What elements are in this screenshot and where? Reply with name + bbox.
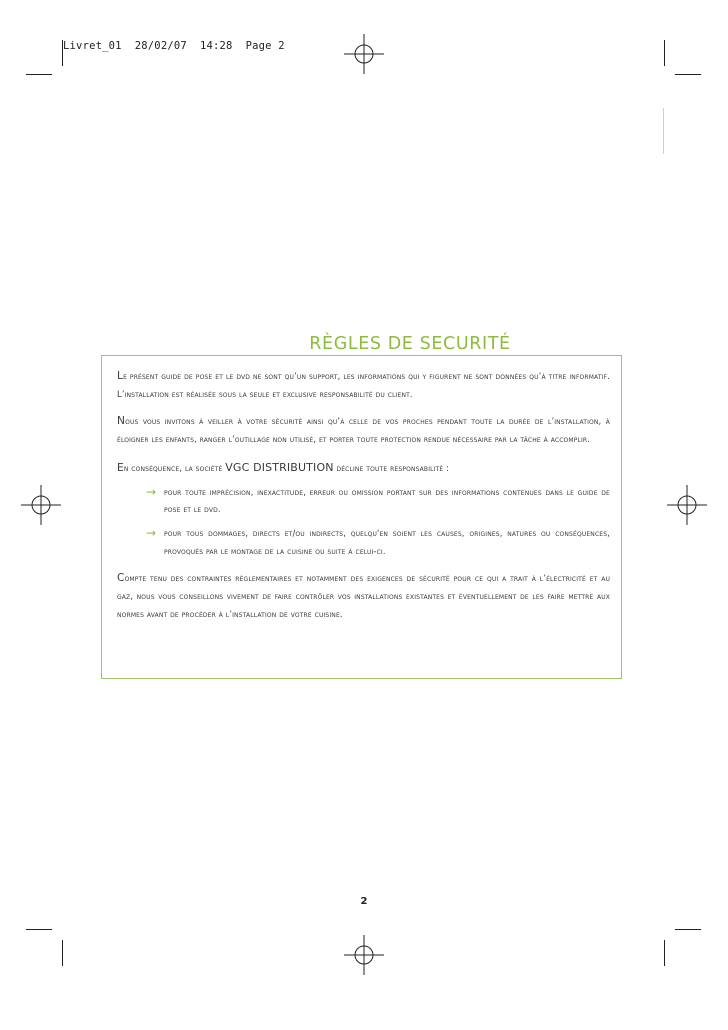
arrow-right-icon: → — [146, 525, 157, 540]
paragraph-text: n conséquence, la société — [123, 462, 226, 473]
crop-mark — [664, 40, 665, 66]
registration-mark-icon — [21, 485, 61, 525]
drop-letter: N — [117, 415, 126, 428]
paragraph-disclaimer — [117, 368, 610, 403]
registration-mark-icon — [344, 935, 384, 975]
paragraph-safety-advice — [117, 413, 610, 448]
page-number: 2 — [360, 896, 368, 907]
bullet-text: pour tous dommages, directs et/ou indirects, quelqu'en soient les causes, origines, natures ou conséquences, provoqués par le montage de la cuisine ou suite à celui-ci. — [164, 527, 610, 556]
registration-mark-icon — [344, 34, 384, 74]
crop-mark — [675, 929, 701, 930]
color-bar-mark — [663, 108, 664, 154]
liability-bullet — [146, 484, 610, 519]
crop-mark — [26, 929, 52, 930]
drop-letter: C — [117, 572, 125, 585]
page-title: RÈGLES DE SECURITÉ — [309, 334, 511, 354]
crop-mark — [26, 74, 52, 75]
company-name: VGC DISTRIBUTION — [225, 460, 334, 474]
paragraph-text: e présent guide de pose et le dvd ne sont qu’un support, les informations qui y figurent ne sont données qu’à titre informatif. L’installation est réalisée sous la seule et exclusive responsabilité du client. — [117, 371, 610, 399]
arrow-right-icon: → — [146, 484, 157, 499]
paragraph-liability — [117, 459, 610, 478]
paragraph-text: ompte tenu des contraintes réglementaires et notamment des exigences de sécurité pour ce qui a trait à l’électricité et au gaz, nous vous conseillons vivement de faire contrôler vos installations existantes et éventuellement de les faire mettre aux normes avant de procéder à l’installation de votre cuisine. — [117, 573, 610, 619]
paragraph-text: décline toute responsabilité : — [333, 462, 450, 473]
crop-mark — [675, 74, 701, 75]
registration-mark-icon — [667, 485, 707, 525]
drop-letter: E — [117, 461, 124, 474]
crop-mark — [664, 940, 665, 966]
drop-letter: L — [117, 370, 124, 382]
print-slug: Livret_01 28/02/07 14:28 Page 2 — [63, 40, 285, 52]
liability-bullet — [146, 525, 610, 560]
crop-mark — [62, 940, 63, 966]
bullet-text: pour toute imprécision, inexactitude, erreur ou omission portant sur des informations contenues dans le guide de pose et le dvd. — [164, 486, 610, 515]
safety-rules-text — [117, 368, 610, 633]
paragraph-text: ous vous invitons à veiller à votre sécurité ainsi qu’à celle de vos proches pendant toute la durée de l’installation, à éloigner les enfants, ranger l’outillage non utilisé, et porter toute protection rendue nécessaire par la tâche à accomplir. — [117, 416, 610, 445]
crop-mark — [62, 40, 63, 66]
paragraph-regulations — [117, 570, 610, 623]
